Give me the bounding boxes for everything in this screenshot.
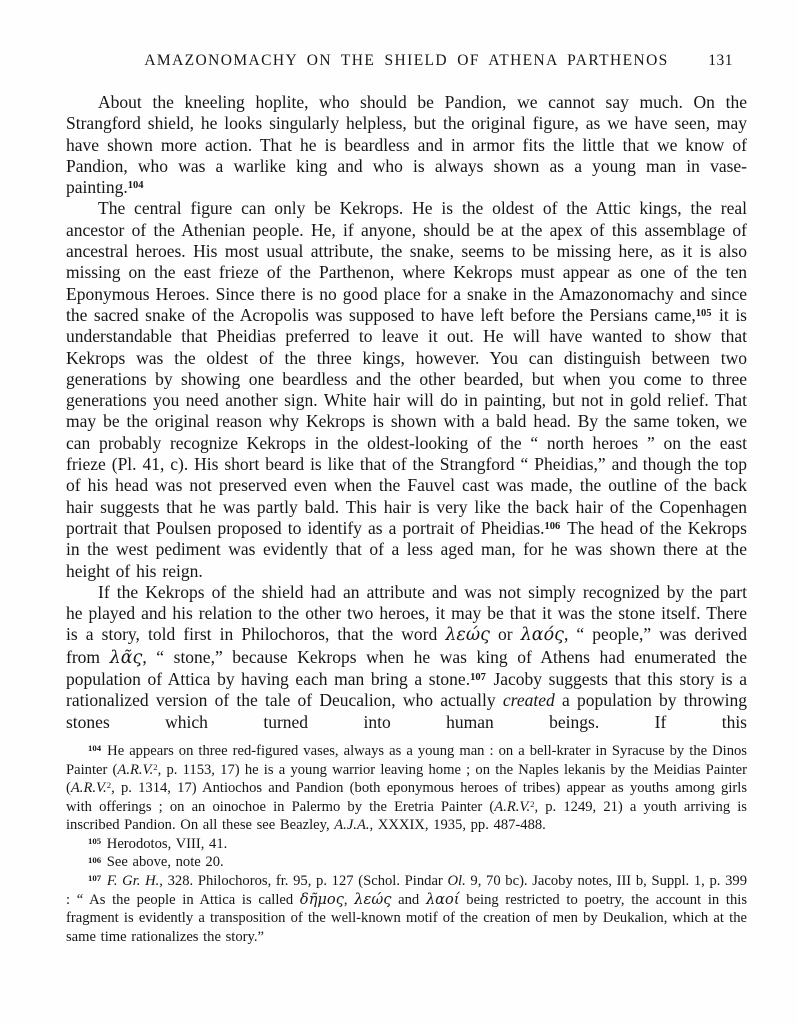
text-run: , XXXIX, 1935, pp. 487-488.: [369, 817, 546, 834]
text-run: being restricted to poetry, the account in this fragment is evidently a transposition of the well-known motif of the creation of men by Deukalion, which at the same time rationalizes the story.”: [66, 891, 747, 945]
footnote-106: [66, 853, 747, 872]
paragraph-1: [66, 92, 747, 198]
text-run: The central figure can only be Kekrops. He is the oldest of the Attic kings, the real ancestor of the Athenian people. He, if anyone, should be at the apex of this assemblage of ancestral heroes. His most usual attribute, the snake, seems to be missing here, as it is also missing on the east frieze of the Parthenon, where Kekrops must appear as one of the ten Eponymous Heroes. Since there is no good place for a snake in the Amazonomachy and since the sacred snake of the Acropolis was supposed to have left before the Persians came,: [66, 198, 747, 325]
text-run: 2: [106, 780, 112, 791]
footnote-marker: 106: [88, 854, 102, 865]
text-run: If the Kekrops of the shield had an attribute and was not simply recognized by the part he played and his relation to the other two heroes, it may be that it was the stone itself. There is a story, told first in Philochoros, that the word: [66, 581, 747, 645]
text-run: it is understandable that Pheidias preferred to leave it out. He will have wanted to show that Kekrops was the oldest of the three kings, however. You can distinguish between two generations by showing one beardless and the other bearded, but when you come to three generations you need another sign. White hair will do in painting, but not in gold relief. That may be the original reason why Kekrops is shown with a bald head. By the same token, we can probably recognize Kekrops in the oldest-looking of the “ north heroes ” on the east frieze (Pl. 41, c). His short beard is like that of the Strangford “ Pheidias,” and though the top of his head was not preserved even when the Fauvel cast was made, the outline of the back hair suggests that he was partly bald. This hair is very like the back hair of the Copenhagen portrait that Poulsen proposed to identify as a portrait of Pheidias.: [66, 304, 747, 538]
paragraph-3: [66, 582, 747, 733]
text-run: created: [502, 690, 555, 711]
text-run: A.R.V.: [494, 798, 531, 815]
footnote-marker: 105: [695, 308, 712, 320]
footnote-104: [66, 742, 747, 835]
running-title: AMAZONOMACHY ON THE SHIELD OF ATHENA PARTHENOS: [144, 52, 669, 69]
text-run: ,: [343, 891, 355, 908]
text-run: , 328. Philochoros, fr. 95, p. 127 (Schol. Pindar: [159, 873, 448, 890]
footnote-marker: 104: [88, 742, 102, 753]
footnote-marker: 107: [470, 672, 486, 684]
footnotes: [66, 742, 747, 947]
text-run: λαός: [520, 625, 564, 646]
text-run: 2: [153, 761, 158, 772]
text-run: δῆμος: [299, 890, 344, 908]
text-run: , p. 1153, 17) he is a young warrior leaving home ; on the Naples lekanis by the Meidias Painter (: [66, 761, 747, 797]
text-run: a population by throwing stones which turned into human beings. If this: [66, 690, 747, 732]
text-run: , “ people,” was derived from: [66, 624, 748, 667]
paragraph-2: [66, 198, 747, 581]
text-run: λᾶς: [109, 647, 143, 668]
text-run: About the kneeling hoplite, who should be Pandion, we cannot say much. On the Strangford shield, he looks singularly helpless, but the original figure, as we have seen, may have shown more action. That he is beardless and in armor fits the little that we know of Pandion, who was a warlike king and who is always shown as a young man in vase-painting.: [66, 92, 747, 198]
text-run: Jacoby suggests that this story is a rationalized version of the tale of Deucalion, who actually: [66, 669, 747, 711]
text-run: A.J.A.: [334, 817, 370, 834]
body-text: [66, 92, 747, 733]
footnote-marker: 104: [127, 180, 144, 192]
footnote-marker: 106: [544, 521, 561, 533]
text-run: λεώς: [445, 625, 490, 646]
footnote-107: [66, 872, 747, 946]
text-run: See above, note 20.: [102, 854, 224, 871]
footnote-marker: 107: [88, 873, 102, 884]
text-run: The head of the Kekrops in the west pediment was evidently that of a less aged man, for he was shown there at the height of his reign.: [66, 517, 747, 581]
text-run: and: [391, 891, 426, 908]
text-run: Ol.: [447, 873, 466, 890]
text-run: , “ stone,” because Kekrops when he was king of Athens had enumerated the population of Attica by having each man bring a stone.: [66, 646, 747, 690]
text-run: 9, 70 bc). Jacoby notes, III b, Suppl. 1, p. 399 : “ As the people in Attica is called: [66, 873, 747, 908]
text-run: 2: [530, 798, 535, 809]
text-run: , p. 1249, 21) a youth arriving is inscribed Pandion. On all these see Beazley,: [66, 798, 747, 834]
text-run: or: [489, 624, 521, 645]
footnote-marker: 105: [88, 835, 102, 846]
text-run: , p. 1314, 17) Antiochos and Pandion (both eponymous heroes of tribes) appear as youths among girls with offerings ; on an oinochoe in Palermo by the Eretria Painter (: [66, 780, 747, 815]
footnote-105: [66, 835, 747, 854]
page-number: 131: [708, 52, 733, 69]
text-run: λαοί: [425, 890, 460, 908]
text-run: He appears on three red-figured vases, always as a young man : on a bell-krater in Syracuse by the Dinos Painter (: [66, 742, 747, 778]
text-run: F. Gr. H.: [106, 873, 160, 890]
text-run: λεώς: [354, 890, 392, 908]
page-header: [66, 52, 747, 70]
text-run: A.R.V.: [70, 780, 107, 797]
text-run: Herodotos, VIII, 41.: [102, 835, 228, 852]
text-run: A.R.V.: [117, 761, 154, 778]
